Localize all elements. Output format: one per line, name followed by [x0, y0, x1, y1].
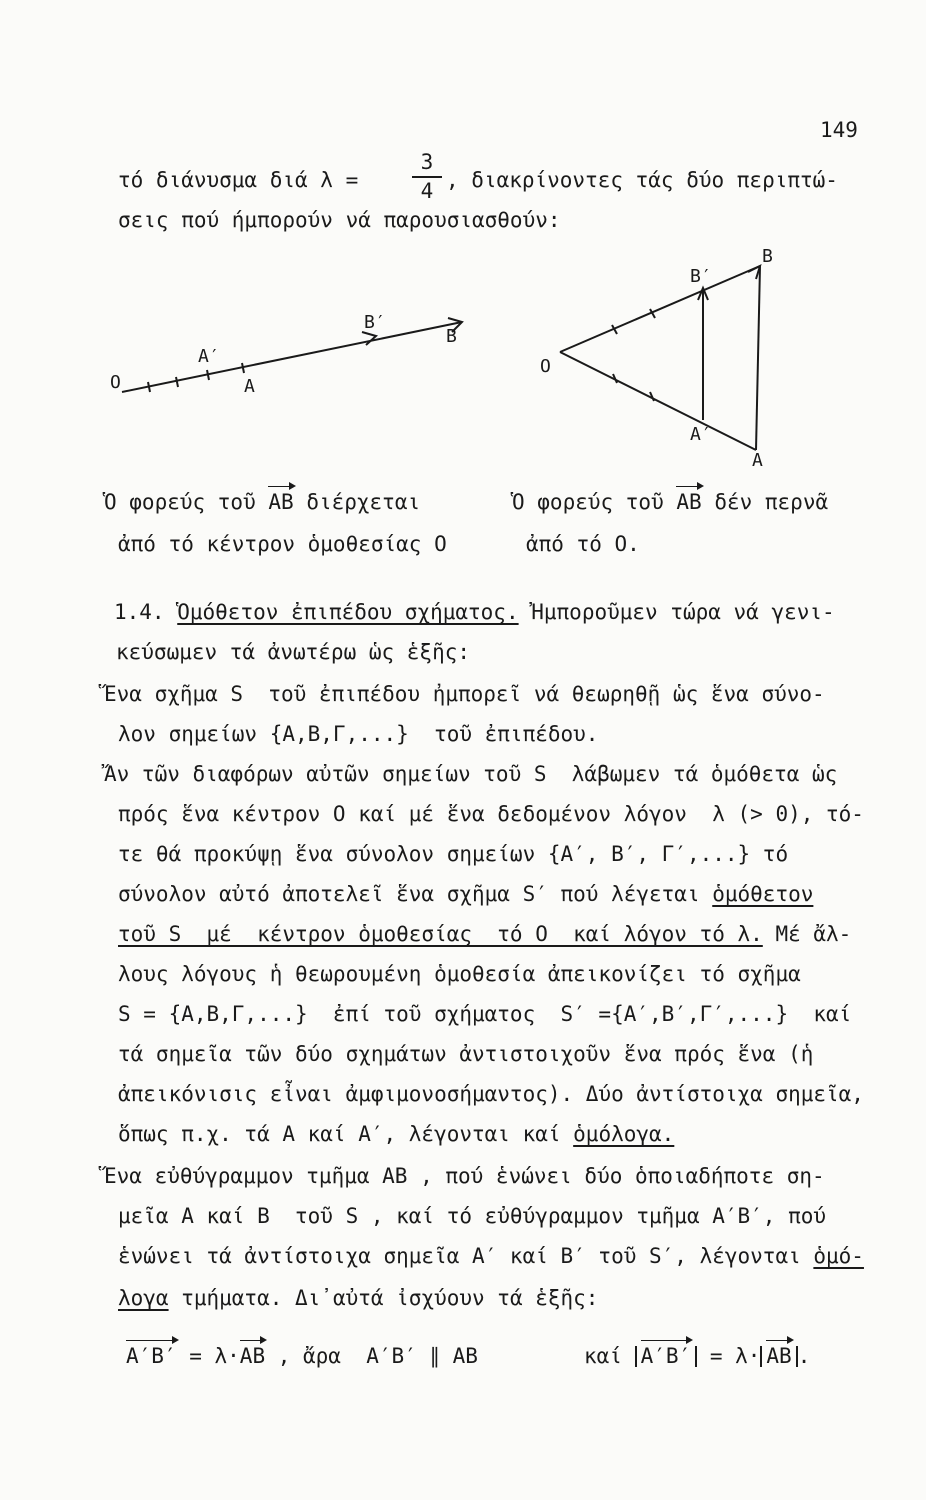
- para2-line-9: ἀπεικόνισις εἶναι ἀμφιμονοσήμαντος). Δύο ἀντίστοιχα σημεῖα,: [118, 1082, 864, 1106]
- left-tick: [176, 377, 178, 387]
- formula-kai: καί: [584, 1344, 622, 1368]
- right-line-ob: [560, 266, 760, 352]
- right-caption-line-2: ἀπό τό O.: [526, 532, 640, 556]
- section-line-1-rest: Ἠμποροῦμεν τώρα νά γενι-: [518, 600, 835, 624]
- para2-line-4-text: σύνολον αὐτό ἀποτελεῖ ἕνα σχῆμα S′ πού λέγεται: [118, 882, 713, 906]
- formula-end: .: [797, 1344, 811, 1368]
- right-line-oa: [560, 352, 756, 450]
- right-figure: [560, 266, 760, 450]
- para2-line-10-text: ὅπως π.χ. τά A καί A′, λέγονται καί: [118, 1122, 574, 1146]
- left-caption-text-end: διέρχεται: [306, 490, 421, 514]
- left-caption-vector: AB: [268, 490, 294, 514]
- fraction-numerator: 3: [420, 150, 434, 174]
- para3-line-4-rest: τμήματα. Δι᾽αὐτά ἰσχύουν τά ἑξῆς:: [168, 1286, 599, 1310]
- para1-line-2: λον σημείων {A,B,Γ,...} τοῦ ἐπιπέδου.: [118, 722, 599, 746]
- para2-line-7: S = {A,B,Γ,...} ἐπί τοῦ σχήματος S′ ={A′,B′,Γ′,...} καί: [118, 1002, 852, 1026]
- formula-abs-vector-1: A′B′: [640, 1344, 692, 1368]
- left-label-o: O: [110, 372, 121, 393]
- right-label-a-prime: A′: [690, 424, 712, 445]
- formula-equals-2: = λ·: [697, 1344, 761, 1368]
- para3-term-homologous-b: λογα: [118, 1286, 169, 1310]
- intro-line-1b: , διακρίνοντες τάς δύο περιπτώ-: [446, 168, 838, 192]
- para3-line-4: [118, 1288, 598, 1309]
- para2-line-1: Ἄν τῶν διαφόρων αὐτῶν σημείων τοῦ S λάβωμεν τά ὁμόθετα ὡς: [104, 762, 838, 786]
- para2-line-10: [118, 1124, 674, 1145]
- left-figure: [122, 318, 462, 392]
- left-tick: [148, 382, 150, 392]
- right-label-o: O: [540, 356, 551, 377]
- para3-line-3-text: ἑνώνει τά ἀντίστοιχα σημεῖα A′ καί B′ τοῦ S′, λέγονται: [118, 1244, 814, 1268]
- para2-definition-underlined: τοῦ S μέ κέντρον ὁμοθεσίας τό O καί λόγον τό λ.: [118, 922, 763, 946]
- para2-line-5-rest: Μέ ἄλ-: [762, 922, 852, 946]
- section-line-2: κεύσωμεν τά ἀνωτέρω ὡς ἑξῆς:: [116, 640, 471, 664]
- formula-vector-aprime-bprime: A′B′: [126, 1344, 177, 1368]
- left-label-b: B: [446, 326, 457, 347]
- right-line-ab: [756, 266, 760, 450]
- para3-line-3: [118, 1246, 864, 1267]
- formula-abs-vector-2: AB: [766, 1344, 792, 1368]
- left-label-a: A: [244, 376, 255, 397]
- right-caption-vector: AB: [676, 490, 702, 514]
- para3-term-homologous-a: ὁμό-: [813, 1244, 864, 1268]
- formula-abs-1: [635, 1346, 698, 1367]
- para2-line-8: τά σημεῖα τῶν δύο σχημάτων ἀντιστοιχοῦν ἕνα πρός ἕνα (ἡ: [118, 1042, 814, 1066]
- formula-equals-1: = λ·: [176, 1344, 240, 1368]
- right-arrow-b: [748, 266, 760, 279]
- para2-line-5: [118, 924, 851, 945]
- right-caption-text-end: δέν περνᾶ: [714, 490, 829, 514]
- formula-parallel: , ἄρα A′B′ ∥ AB: [265, 1344, 478, 1368]
- para2-line-2: πρός ἕνα κέντρον O καί μέ ἕνα δεδομένον λόγον λ (> 0), τό-: [118, 802, 864, 826]
- intro-line-2: σεις πού ήμπορούν νά παρουσιασθούν:: [118, 208, 561, 232]
- para2-line-6: λους λόγους ἡ θεωρουμένη ὁμοθεσία ἀπεικονίζει τό σχῆμα: [118, 962, 801, 986]
- left-line: [122, 322, 462, 392]
- left-caption-text: Ὁ φορεύς τοῦ: [104, 490, 256, 514]
- section-title: Ὁμόθετον ἐπιπέδου σχήματος.: [177, 600, 519, 624]
- fraction-denominator: 4: [420, 179, 434, 203]
- para2-line-4: [118, 884, 813, 905]
- para1-line-1: Ἕνα σχῆμα S τοῦ ἐπιπέδου ἠμπορεῖ νά θεωρηθῇ ὡς ἕνα σύνο-: [104, 682, 825, 706]
- para2-term-homothetic: ὁμόθετον: [712, 882, 814, 906]
- section-heading: [114, 602, 835, 623]
- left-tick: [207, 370, 209, 380]
- formula-vector-ab: AB: [239, 1344, 266, 1368]
- formula-abs-2: [760, 1346, 797, 1367]
- right-label-b-prime: B′: [690, 266, 712, 287]
- para3-line-1: Ἕνα εὐθύγραμμον τμῆμα AB , πού ἑνώνει δύο ὁποιαδήποτε ση-: [104, 1164, 825, 1188]
- page-number: 149: [820, 118, 858, 142]
- figures: [0, 0, 926, 480]
- para3-line-2: μεῖα A καί B τοῦ S , καί τό εὐθύγραμμον τμῆμα A′B′, πού: [118, 1204, 827, 1228]
- left-caption-line-1: [104, 492, 420, 513]
- left-tick: [242, 363, 244, 373]
- right-caption-line-1: [512, 492, 828, 513]
- formula-line-right: [584, 1346, 810, 1367]
- section-number: 1.4.: [114, 600, 165, 624]
- formula-line: [126, 1346, 478, 1367]
- right-caption-text: Ὁ φορεύς τοῦ: [512, 490, 664, 514]
- right-label-b: B: [762, 246, 773, 267]
- intro-line-1a: τό διάνυσμα διά λ =: [118, 168, 359, 192]
- left-caption-line-2: ἀπό τό κέντρον ὁμοθεσίας O: [118, 532, 447, 556]
- left-label-a-prime: A′: [198, 346, 220, 367]
- left-label-b-prime: B′: [364, 312, 386, 333]
- right-label-a: A: [752, 450, 763, 471]
- para2-line-3: τε θά προκύψῃ ἕνα σύνολον σημείων {A′, B′, Γ′,...} τό: [118, 842, 789, 866]
- para2-term-homologous: ὁμόλογα.: [573, 1122, 675, 1146]
